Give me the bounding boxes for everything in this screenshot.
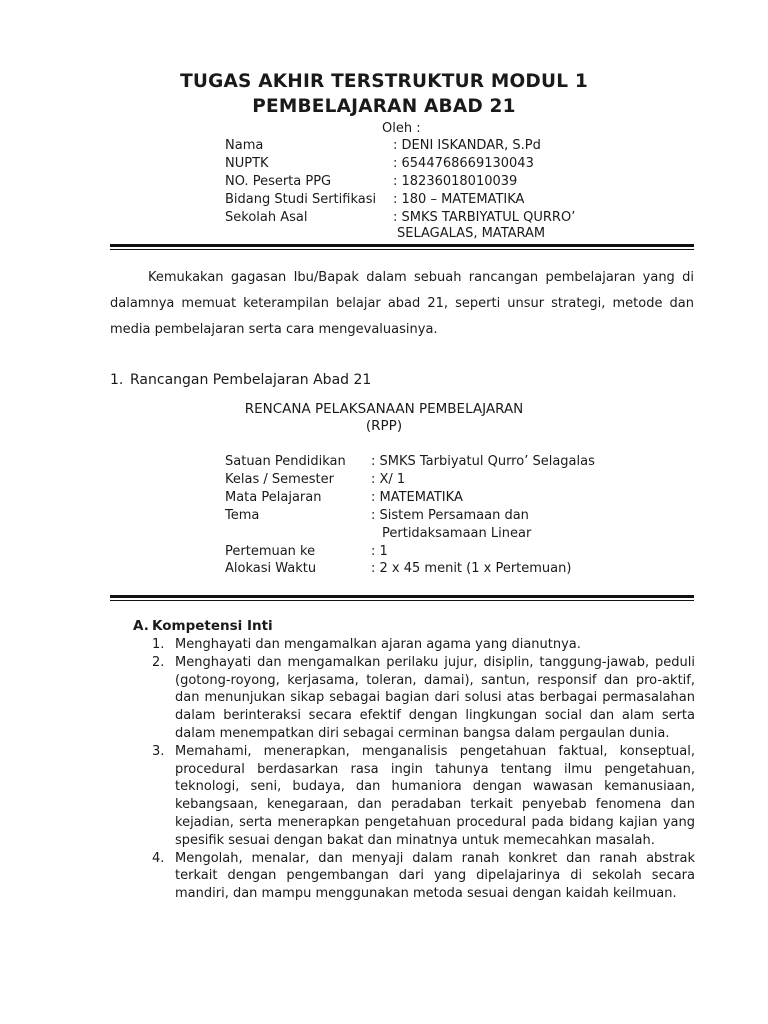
rpp-row-tema [225, 508, 529, 523]
author-info-row-nuptk [225, 155, 534, 173]
rpp-value: : 2 x 45 menit (1 x Pertemuan) [371, 561, 572, 576]
list-item [152, 743, 695, 850]
rpp-rule-thick [110, 595, 694, 598]
rpp-row-mapel [225, 490, 463, 505]
rpp-value: : X/ 1 [371, 472, 406, 487]
list-item-text: Menghayati dan mengamalkan ajaran agama yang dianutnya. [175, 637, 581, 652]
author-info-row-nama [225, 137, 541, 155]
list-item-text: Memahami, menerapkan, menganalisis pengetahuan faktual, konseptual, procedural berdasarkan rasa ingin tahunya tentang ilmu pengetahuan, teknologi, seni, budaya, dan humaniora dengan wawasan kemanusiaan, kebangsaan, kenegaraan, dan peradaban terkait penyebab fenomena dan kejadian, serta menerapkan pengetahuan procedural pada bidang kajian yang spesifik sesuai dengan bakat dan minatnya untuk memecahkan masalah. [175, 743, 695, 848]
info-value: : 18236018010039 [393, 174, 518, 189]
rpp-row-pertemuan [225, 544, 388, 559]
list-item-text: Mengolah, menalar, dan menyaji dalam ranah konkret dan ranah abstrak terkait dengan pengembangan dari yang dipelajarinya di sekolah secara mandiri, dan mampu menggunakan metoda sesuai dengan kaidah keilmuan. [175, 850, 695, 902]
kompetensi-inti-heading [133, 618, 273, 634]
rpp-title-line-2: (RPP) [365, 418, 403, 434]
ki-heading-number: A. [133, 618, 149, 634]
intro-paragraph: Kemukakan gagasan Ibu/Bapak dalam sebuah rancangan pembelajaran yang di dalamnya memuat keterampilan belajar abad 21, seperti unsur strategi, metode dan media pembelajaran serta cara mengevaluasinya. [110, 270, 694, 337]
list-item [152, 636, 695, 654]
ki-heading-title: Kompetensi Inti [152, 618, 273, 634]
rpp-tema-continuation: Pertidaksamaan Linear [382, 526, 532, 541]
header-rule-thick [110, 244, 694, 247]
author-info-row-sekolah [225, 209, 575, 227]
rpp-label: Tema [225, 508, 260, 523]
section-heading-1 [110, 372, 371, 388]
rpp-label: Satuan Pendidikan [225, 454, 346, 469]
rpp-label: Pertemuan ke [225, 544, 316, 559]
info-label: NO. Peserta PPG [225, 174, 332, 189]
list-item-number: 1. [152, 637, 165, 652]
document-title-line-1: TUGAS AKHIR TERSTRUKTUR MODUL 1 [180, 71, 588, 92]
info-value: : DENI ISKANDAR, S.Pd [393, 138, 541, 153]
oleh-label: Oleh : [382, 121, 421, 136]
author-info-row-peserta [225, 173, 517, 191]
rpp-value: : 1 [371, 544, 388, 559]
author-info-continuation: SELAGALAS, MATARAM [397, 226, 546, 241]
rpp-row-alokasi [225, 561, 571, 576]
rpp-label: Kelas / Semester [225, 472, 334, 487]
rpp-label: Alokasi Waktu [225, 561, 317, 576]
rpp-label: Mata Pelajaran [225, 490, 322, 505]
document-title-line-2: PEMBELAJARAN ABAD 21 [252, 96, 516, 117]
info-value: : SMKS TARBIYATUL QURRO’ [393, 210, 576, 225]
list-item [152, 850, 695, 903]
rpp-title-line-1: RENCANA PELAKSANAAN PEMBELAJARAN [244, 401, 524, 417]
rpp-value: : Sistem Persamaan dan [371, 508, 529, 523]
author-info-row-bidang [225, 191, 524, 209]
rpp-value: : SMKS Tarbiyatul Qurro’ Selagalas [371, 454, 595, 469]
info-label: Nama [225, 138, 264, 153]
info-value: : 180 – MATEMATIKA [393, 192, 525, 207]
rpp-value: : MATEMATIKA [371, 490, 463, 505]
list-item-text: Menghayati dan mengamalkan perilaku jujur, disiplin, tanggung-jawab, peduli (gotong-royong, kerjasama, toleran, damai), santun, responsif dan pro-aktif, dan menunjukan sikap sebagai bagian dari solusi atas berbagai permasalahan dalam berinteraksi secara efektif dengan lingkungan social dan alam serta dalam menempatkan diri sebagai cerminan bangsa dalam pergaulan dunia. [175, 654, 695, 741]
rpp-row-kelas [225, 472, 405, 487]
list-item-number: 4. [152, 850, 165, 866]
header-rule-thin [110, 249, 694, 250]
section-number: 1. [110, 372, 124, 388]
info-label: NUPTK [225, 156, 269, 171]
list-item-number: 3. [152, 743, 165, 759]
section-title: Rancangan Pembelajaran Abad 21 [130, 372, 372, 388]
list-item-number: 2. [152, 654, 165, 670]
info-label: Sekolah Asal [225, 210, 308, 225]
rpp-rule-thin [110, 600, 694, 601]
list-item [152, 654, 695, 743]
kompetensi-inti-list [152, 636, 695, 903]
rpp-row-satuan [225, 454, 595, 469]
info-value: : 6544768669130043 [393, 156, 534, 171]
info-label: Bidang Studi Sertifikasi [225, 192, 377, 207]
